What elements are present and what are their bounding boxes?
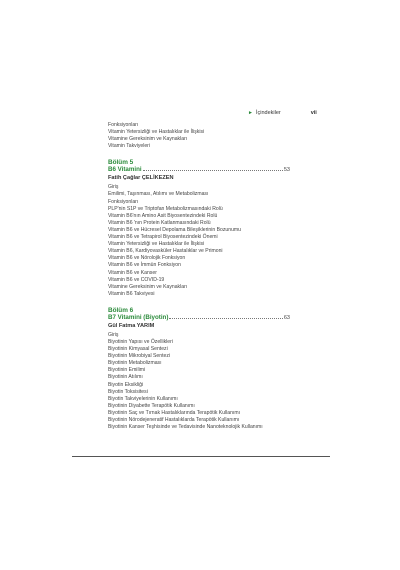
chapter-label: Bölüm 6 [108, 306, 134, 314]
toc-item: Biyotinin Emilimi [108, 367, 146, 374]
toc-item: Vitamin B6 ve İmmün Fonksiyon [108, 262, 181, 269]
toc-item: Vitamine Gereksinim ve Kaynakları [108, 136, 188, 143]
chapter-items-list [108, 332, 290, 431]
toc-item: Biyotin Takviyelerinin Kullanımı [108, 395, 178, 402]
chapter-title: B7 Vitamini (Biyotin) [108, 313, 169, 321]
toc-item: Biyotinin Diyabette Terapötik Kullanımı [108, 402, 195, 409]
toc-item: Fonksiyonları [108, 198, 139, 205]
toc-item: Biyotinin Atılımı [108, 374, 143, 381]
toc-item: Vitamin Yetersizliği ve Hastalıklar ile İlişkisi [108, 129, 205, 136]
toc-item: Vitamin B6 ve Kanser [108, 269, 157, 276]
toc-item: Vitamin B6 ve Tetrapirol Biyosentezindeki Önemi [108, 234, 218, 241]
toc-item: Biyotinin Saç ve Tırnak Hastalıklarında Terapötik Kullanımı [108, 409, 241, 416]
triangle-right-icon: ► [248, 110, 253, 116]
chapter-title: B6 Vitamini [108, 166, 142, 174]
chapter-title-row[interactable] [108, 314, 290, 322]
intro-items-list [108, 122, 290, 150]
chapter-author: Fatih Çağlar ÇELİKEZEN [108, 175, 174, 182]
toc-item: Vitamin B6 'nın Protein Katlanmasındaki Rolü [108, 219, 211, 226]
toc-item: Giriş [108, 184, 119, 191]
toc-item: Vitamin B6 ve Nörolojik Fonksiyon [108, 255, 186, 262]
toc-item: Biyotin Toksisitesi [108, 388, 148, 395]
chapter-page-number: 53 [283, 167, 290, 174]
toc-item: Vitamine Gereksinim ve Kaynakları [108, 283, 188, 290]
chapter-title-row[interactable] [108, 166, 290, 174]
toc-item: Vitamin B6'nın Amino Asit Biyosentezindeki Rolü [108, 212, 218, 219]
chapter-5-section [108, 159, 290, 298]
toc-item: Vitamin Yetersizliği ve Hastalıklar ile İlişkisi [108, 241, 205, 248]
table-of-contents [108, 122, 290, 431]
header-page-number: vii [310, 110, 317, 116]
toc-item: Vitamin B6, Kardiyovasküler Hastalıklar ve Primoni [108, 248, 223, 255]
toc-item: Biyotinin Nörodejeneratif Hastalıklarda Terapötik Kullanımı [108, 417, 240, 423]
chapter-page-number: 63 [283, 314, 290, 321]
toc-item: Vitamin B6 Takviyesi [108, 290, 155, 297]
toc-item: Biyotinin Yapısı ve Özellikleri [108, 338, 173, 345]
dot-leader [169, 318, 282, 319]
page-header [248, 110, 317, 116]
toc-item: Fonksiyonları [108, 122, 139, 128]
toc-item: Vitamin B6 ve Hücresel Depolama Bileşiklerinin Bozunumu [108, 226, 241, 233]
toc-item: Vitamin Takviyeleri [108, 143, 150, 150]
toc-item: Biyotinin Kimyasal Sentezi [108, 346, 168, 353]
toc-item: Biyotinin Metabolizması [108, 360, 162, 367]
toc-item: Biyotinin Mikrobiyal Sentezi [108, 353, 171, 360]
toc-item: PLP'nin S1P ve Triptofan Metabolizmasındaki Rolü [108, 205, 223, 212]
chapter-label: Bölüm 5 [108, 159, 134, 167]
chapter-author: Gül Fatma YARIM [108, 322, 155, 329]
dot-leader [143, 170, 283, 171]
toc-item: Giriş [108, 331, 119, 338]
footer-rule [72, 456, 330, 457]
chapter-items-list [108, 184, 290, 298]
toc-item: Biyotinin Kanser Teşhisinde ve Tedavisinde Nanoteknolojik Kullanımı [108, 424, 263, 431]
toc-item: Biyotin Eksikliği [108, 381, 144, 388]
toc-item: Vitamin B6 ve COVID-19 [108, 276, 165, 283]
chapter-6-section [108, 307, 290, 431]
header-section-label: İçindekiler [255, 110, 281, 116]
toc-item: Emilimi, Taşınması, Atılımı ve Metabolizması [108, 191, 209, 198]
